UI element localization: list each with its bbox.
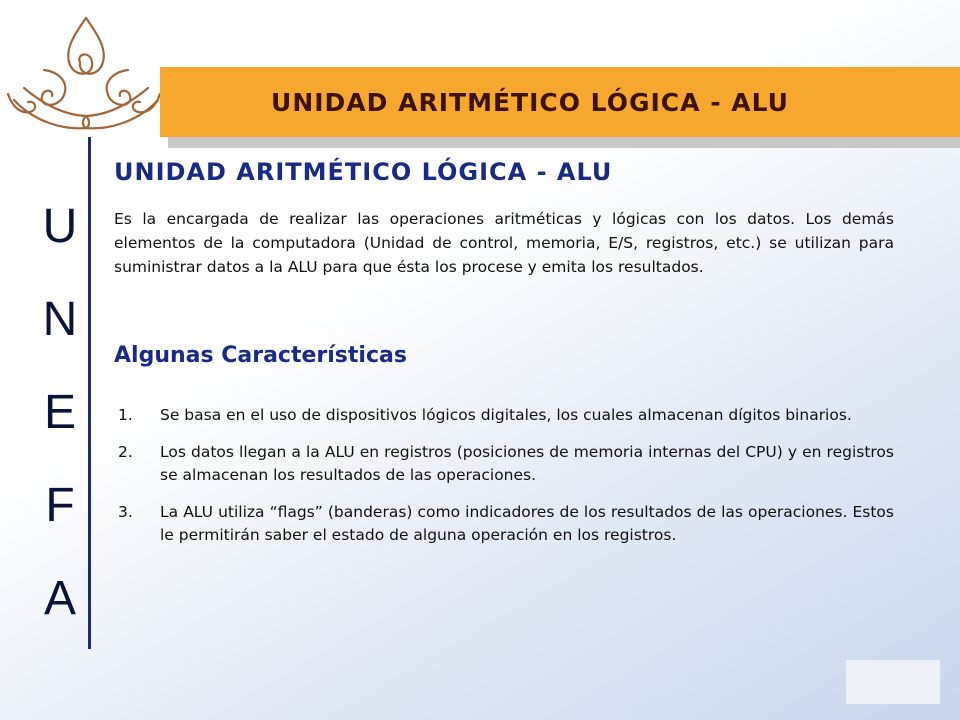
corner-panel: [846, 660, 940, 704]
list-item: [118, 404, 894, 427]
side-letter: F: [45, 479, 75, 532]
section-heading: Algunas Características: [114, 343, 407, 368]
list-item: [118, 441, 894, 487]
title-banner: [160, 67, 960, 137]
list-item-text: La ALU utiliza “flags” (banderas) como indicadores de los resultados de las operaciones. Estos le permitirán saber el estado de alguna operación en los registros.: [160, 503, 894, 544]
side-letter: N: [42, 293, 78, 346]
list-item-number: 3.: [118, 503, 133, 521]
unefa-vertical-label: [30, 180, 90, 645]
list-item-text: Se basa en el uso de dispositivos lógicos digitales, los cuales almacenan dígitos binarios.: [160, 406, 852, 424]
side-letter: A: [43, 572, 76, 625]
intro-paragraph: Es la encargada de realizar las operaciones aritméticas y lógicas con los datos. Los demás elementos de la computadora (Unidad de control, memoria, E/S, registros, etc.) se utilizan para suministrar datos a la ALU para que ésta los procese y emita los resultados.: [114, 210, 894, 276]
list-item-text: Los datos llegan a la ALU en registros (posiciones de memoria internas del CPU) y en registros se almacenan los resultados de las operaciones.: [160, 443, 894, 484]
side-letter: U: [42, 200, 78, 253]
list-item-number: 2.: [118, 443, 133, 461]
list-item-number: 1.: [118, 406, 133, 424]
characteristics-list: [118, 404, 894, 561]
list-item: [118, 501, 894, 547]
flourish-ornament-icon: [4, 10, 164, 135]
page-title: UNIDAD ARITMÉTICO LÓGICA - ALU: [114, 158, 613, 186]
banner-title: UNIDAD ARITMÉTICO LÓGICA - ALU: [271, 87, 789, 117]
side-letter: E: [43, 386, 76, 439]
